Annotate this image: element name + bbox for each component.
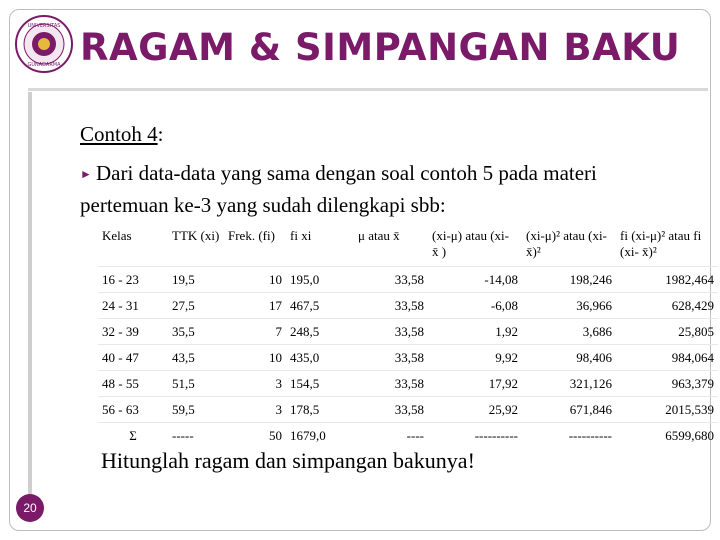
table-cell: 32 - 39: [98, 319, 168, 345]
table-cell: -----: [168, 423, 224, 449]
table-cell: 3: [224, 397, 286, 423]
logo-text-bottom: GUNADARMA: [27, 62, 61, 68]
table-cell: Σ: [98, 423, 168, 449]
data-table: [98, 222, 718, 448]
table-header-row: [98, 222, 718, 267]
table-cell: 198,246: [522, 267, 616, 293]
column-header: Frek. (fi): [228, 228, 275, 243]
table-cell: 9,92: [428, 345, 522, 371]
table-cell: -6,08: [428, 293, 522, 319]
table-cell: 50: [224, 423, 286, 449]
table-cell: 2015,539: [616, 397, 718, 423]
table-cell: 35,5: [168, 319, 224, 345]
column-header: fi xi: [290, 228, 312, 243]
table-cell: 984,064: [616, 345, 718, 371]
table-cell: 10: [224, 345, 286, 371]
table-cell: 40 - 47: [98, 345, 168, 371]
table-cell: 3: [224, 371, 286, 397]
table-row: [98, 345, 718, 371]
table-cell: 178,5: [286, 397, 354, 423]
column-header: (xi-μ)² atau (xi- x̄)²: [526, 228, 607, 259]
table-cell: 321,126: [522, 371, 616, 397]
column-header: fi (xi-μ)² atau fi (xi- x̄)²: [620, 228, 702, 259]
table-row: [98, 397, 718, 423]
table-row: [98, 371, 718, 397]
column-header: (xi-μ) atau (xi- x̄ ): [432, 228, 509, 259]
table-cell: 154,5: [286, 371, 354, 397]
table-cell: 248,5: [286, 319, 354, 345]
table-cell: 36,966: [522, 293, 616, 319]
table-cell: 33,58: [354, 397, 428, 423]
table-row: [98, 293, 718, 319]
table-cell: 33,58: [354, 267, 428, 293]
table-cell: 195,0: [286, 267, 354, 293]
table-cell: 6599,680: [616, 423, 718, 449]
table-cell: 16 - 23: [98, 267, 168, 293]
column-header: Kelas: [102, 228, 132, 243]
table-cell: 33,58: [354, 319, 428, 345]
table-cell: -14,08: [428, 267, 522, 293]
subheading-label: Contoh 4: [80, 122, 158, 146]
table-row: [98, 267, 718, 293]
table-cell: ----------: [522, 423, 616, 449]
table-row: [98, 319, 718, 345]
table-cell: 33,58: [354, 293, 428, 319]
bullet-paragraph: [80, 158, 680, 221]
table-cell: 48 - 55: [98, 371, 168, 397]
page-number-badge: 20: [16, 494, 44, 522]
bullet-text: Dari data-data yang sama dengan soal contoh 5 pada materi pertemuan ke-3 yang sudah dilengkapi sbb:: [80, 161, 597, 217]
table-cell: 51,5: [168, 371, 224, 397]
table-cell: ----------: [428, 423, 522, 449]
table-cell: 33,58: [354, 371, 428, 397]
column-header: TTK (xi): [172, 228, 220, 243]
logo-text-top: UNIVERSITAS: [27, 23, 61, 29]
bullet-icon: ►: [80, 167, 92, 181]
table-cell: 1,92: [428, 319, 522, 345]
table-cell: 27,5: [168, 293, 224, 319]
table-cell: 25,805: [616, 319, 718, 345]
total-row: [98, 423, 718, 449]
table-cell: 17,92: [428, 371, 522, 397]
table-cell: 1982,464: [616, 267, 718, 293]
table-cell: 17: [224, 293, 286, 319]
table-cell: 7: [224, 319, 286, 345]
closing-instruction: Hitunglah ragam dan simpangan bakunya!: [101, 448, 475, 473]
table-cell: 3,686: [522, 319, 616, 345]
left-rule: [28, 92, 32, 522]
table-cell: ----: [354, 423, 428, 449]
table-cell: 467,5: [286, 293, 354, 319]
table-cell: 24 - 31: [98, 293, 168, 319]
subheading: [80, 122, 163, 147]
table-cell: 963,379: [616, 371, 718, 397]
table-cell: 33,58: [354, 345, 428, 371]
table-cell: 43,5: [168, 345, 224, 371]
slide-title: RAGAM & SIMPANGAN BAKU: [80, 26, 681, 69]
table-cell: 671,846: [522, 397, 616, 423]
table-cell: 10: [224, 267, 286, 293]
table-cell: 19,5: [168, 267, 224, 293]
table-cell: 56 - 63: [98, 397, 168, 423]
title-divider: [28, 88, 708, 91]
table-cell: 98,406: [522, 345, 616, 371]
table-cell: 1679,0: [286, 423, 354, 449]
subheading-colon: :: [157, 122, 164, 146]
table-cell: 59,5: [168, 397, 224, 423]
column-header: μ atau x̄: [358, 228, 400, 243]
university-logo: [14, 14, 74, 74]
table-cell: 25,92: [428, 397, 522, 423]
table-cell: 435,0: [286, 345, 354, 371]
table-cell: 628,429: [616, 293, 718, 319]
